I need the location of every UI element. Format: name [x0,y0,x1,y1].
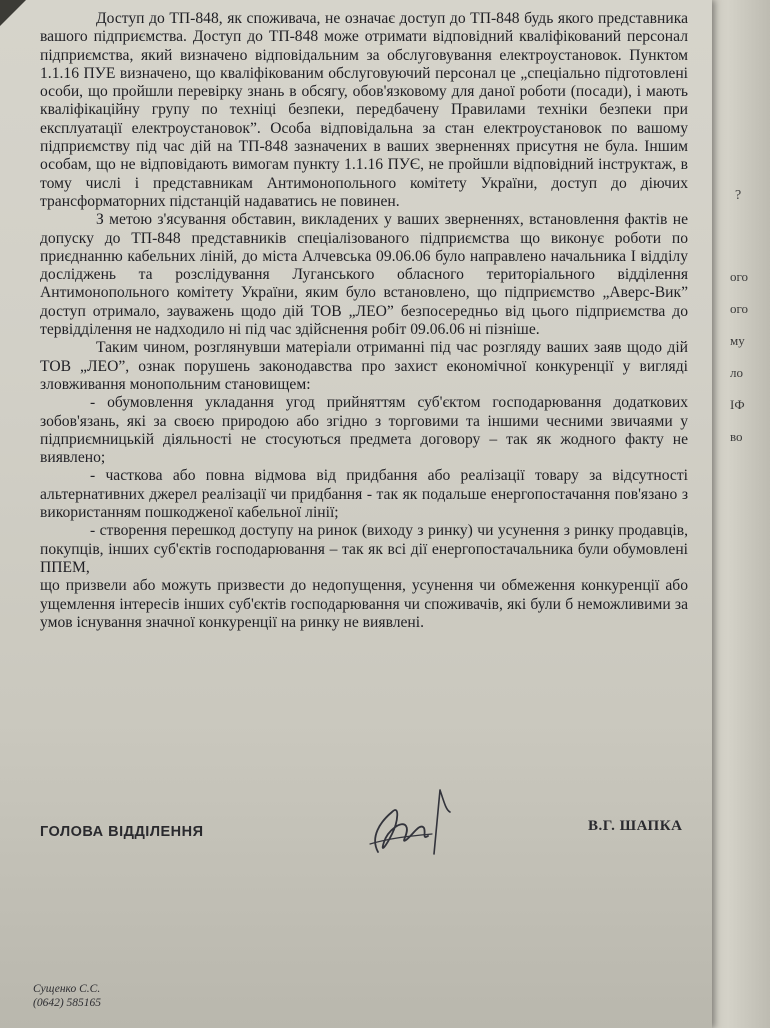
paragraph-investigation: З метою з'ясування обставин, викладених у ваших зверненнях, встановлення фактів не допуску до ТП-848 представників спеціалізованого підприємства що виконує роботи по приєднанню кабельних ліній, до міста Алчевська 09.06.06 було направлено начальника І відділу досліджень та розслідування Луганського обласного територіального відділення Антимонопольного комітету України, яким було встановлено, що підприємство „Аверс-Вик” доступ отримало, зауважень щодо дій ТОВ „ЛЕО” безпосередньо від цього підприємства до тервідділення не надходило ні під час здійснення робіт 09.06.06 ні пізніше. [40,211,688,339]
page-corner-shadow [0,0,26,26]
executor-footer [33,982,101,1010]
paragraph-conclusion-intro: Таким чином, розглянувши матеріали отриманні під час розгляду ваших заяв щодо дій ТОВ „ЛЕО”, ознак порушень законодавства про захист економічної конкуренції у вигляді зловживання монопольним становищем: [40,339,688,393]
underlying-page-fragments [730,270,768,462]
executor-name: Сущенко С.С. [33,983,101,995]
letter-body [40,10,688,632]
fragment: ого [730,301,749,316]
handwritten-signature [340,782,470,872]
list-item-barriers: - створення перешкод доступу на ринок (виходу з ринку) чи усунення з ринку продавців, покупців, інших суб'єктів господарювання – так як всі дії енергопостачальника були обумовлені ППЕМ, [40,522,688,576]
signature-block [40,818,690,882]
list-item-obligations: - обумовлення укладання угод прийняттям суб'єктом господарювання додаткових зобов'язань, які за своєю природою або згідно з торговими та іншими чесними звичаями у підприємницькій діяльності не стосуються предмета договору – так як жодного факту не виявлено; [40,394,688,467]
list-item-refusal: - часткова або повна відмова від придбання або реалізації товару за відсутності альтернативних джерел реалізації чи придбання - так як подальше енергопостачання пов'язано з використанням пошкодженої кабельної лінії; [40,467,688,522]
executor-phone: (0642) 585165 [33,997,102,1009]
fragment: во [730,429,743,444]
paragraph-access: Доступ до ТП-848, як споживача, не означає доступ до ТП-848 будь якого представника вашого підприємства. Доступ до ТП-848 може отримати відповідний кваліфікований персонал підприємства, який визначено відповідальним за обслуговування електроустановок. Пунктом 1.1.16 ПУЕ визначено, що кваліфікованим обслуговуючий персонал це „спеціально підготовлені особи, що пройшли перевірку знань в обсягу, обов'язковому для даної роботи (посади), і мають кваліфікаційну групу по техніці безпеки, передбачену Правилами техніки безпеки при експлуатації електроустановок”. Особа відповідальна за стан електроустановок по вашому підприємству під час дій на ТП-848 зазначених в ваших зверненнях присутня не була. Іншим особам, що не відповідають вимогам пункту 1.1.16 ПУЄ, не пройшли відповідний інструктаж, в тому числі і представникам Антимонопольного комітету України, доступ до діючих трансформаторних підстанцій надаватись не повинен. [40,10,688,210]
signatory-title: ГОЛОВА ВІДДІЛЕННЯ [40,824,204,840]
fragment: ого [730,269,749,284]
margin-mark: ? [735,188,742,203]
signatory-name: В.Г. ШАПКА [588,818,683,834]
fragment: ІФ [730,397,745,412]
paragraph-conclusion: що призвели або можуть призвести до недопущення, усунення чи обмеження конкуренції або ущемлення інтересів інших суб'єктів господарювання чи споживачів, які були б неможливими за умов існування значної конкуренції на ринку не виявлені. [40,577,688,631]
fragment: ло [730,365,743,380]
fragment: му [730,333,745,348]
